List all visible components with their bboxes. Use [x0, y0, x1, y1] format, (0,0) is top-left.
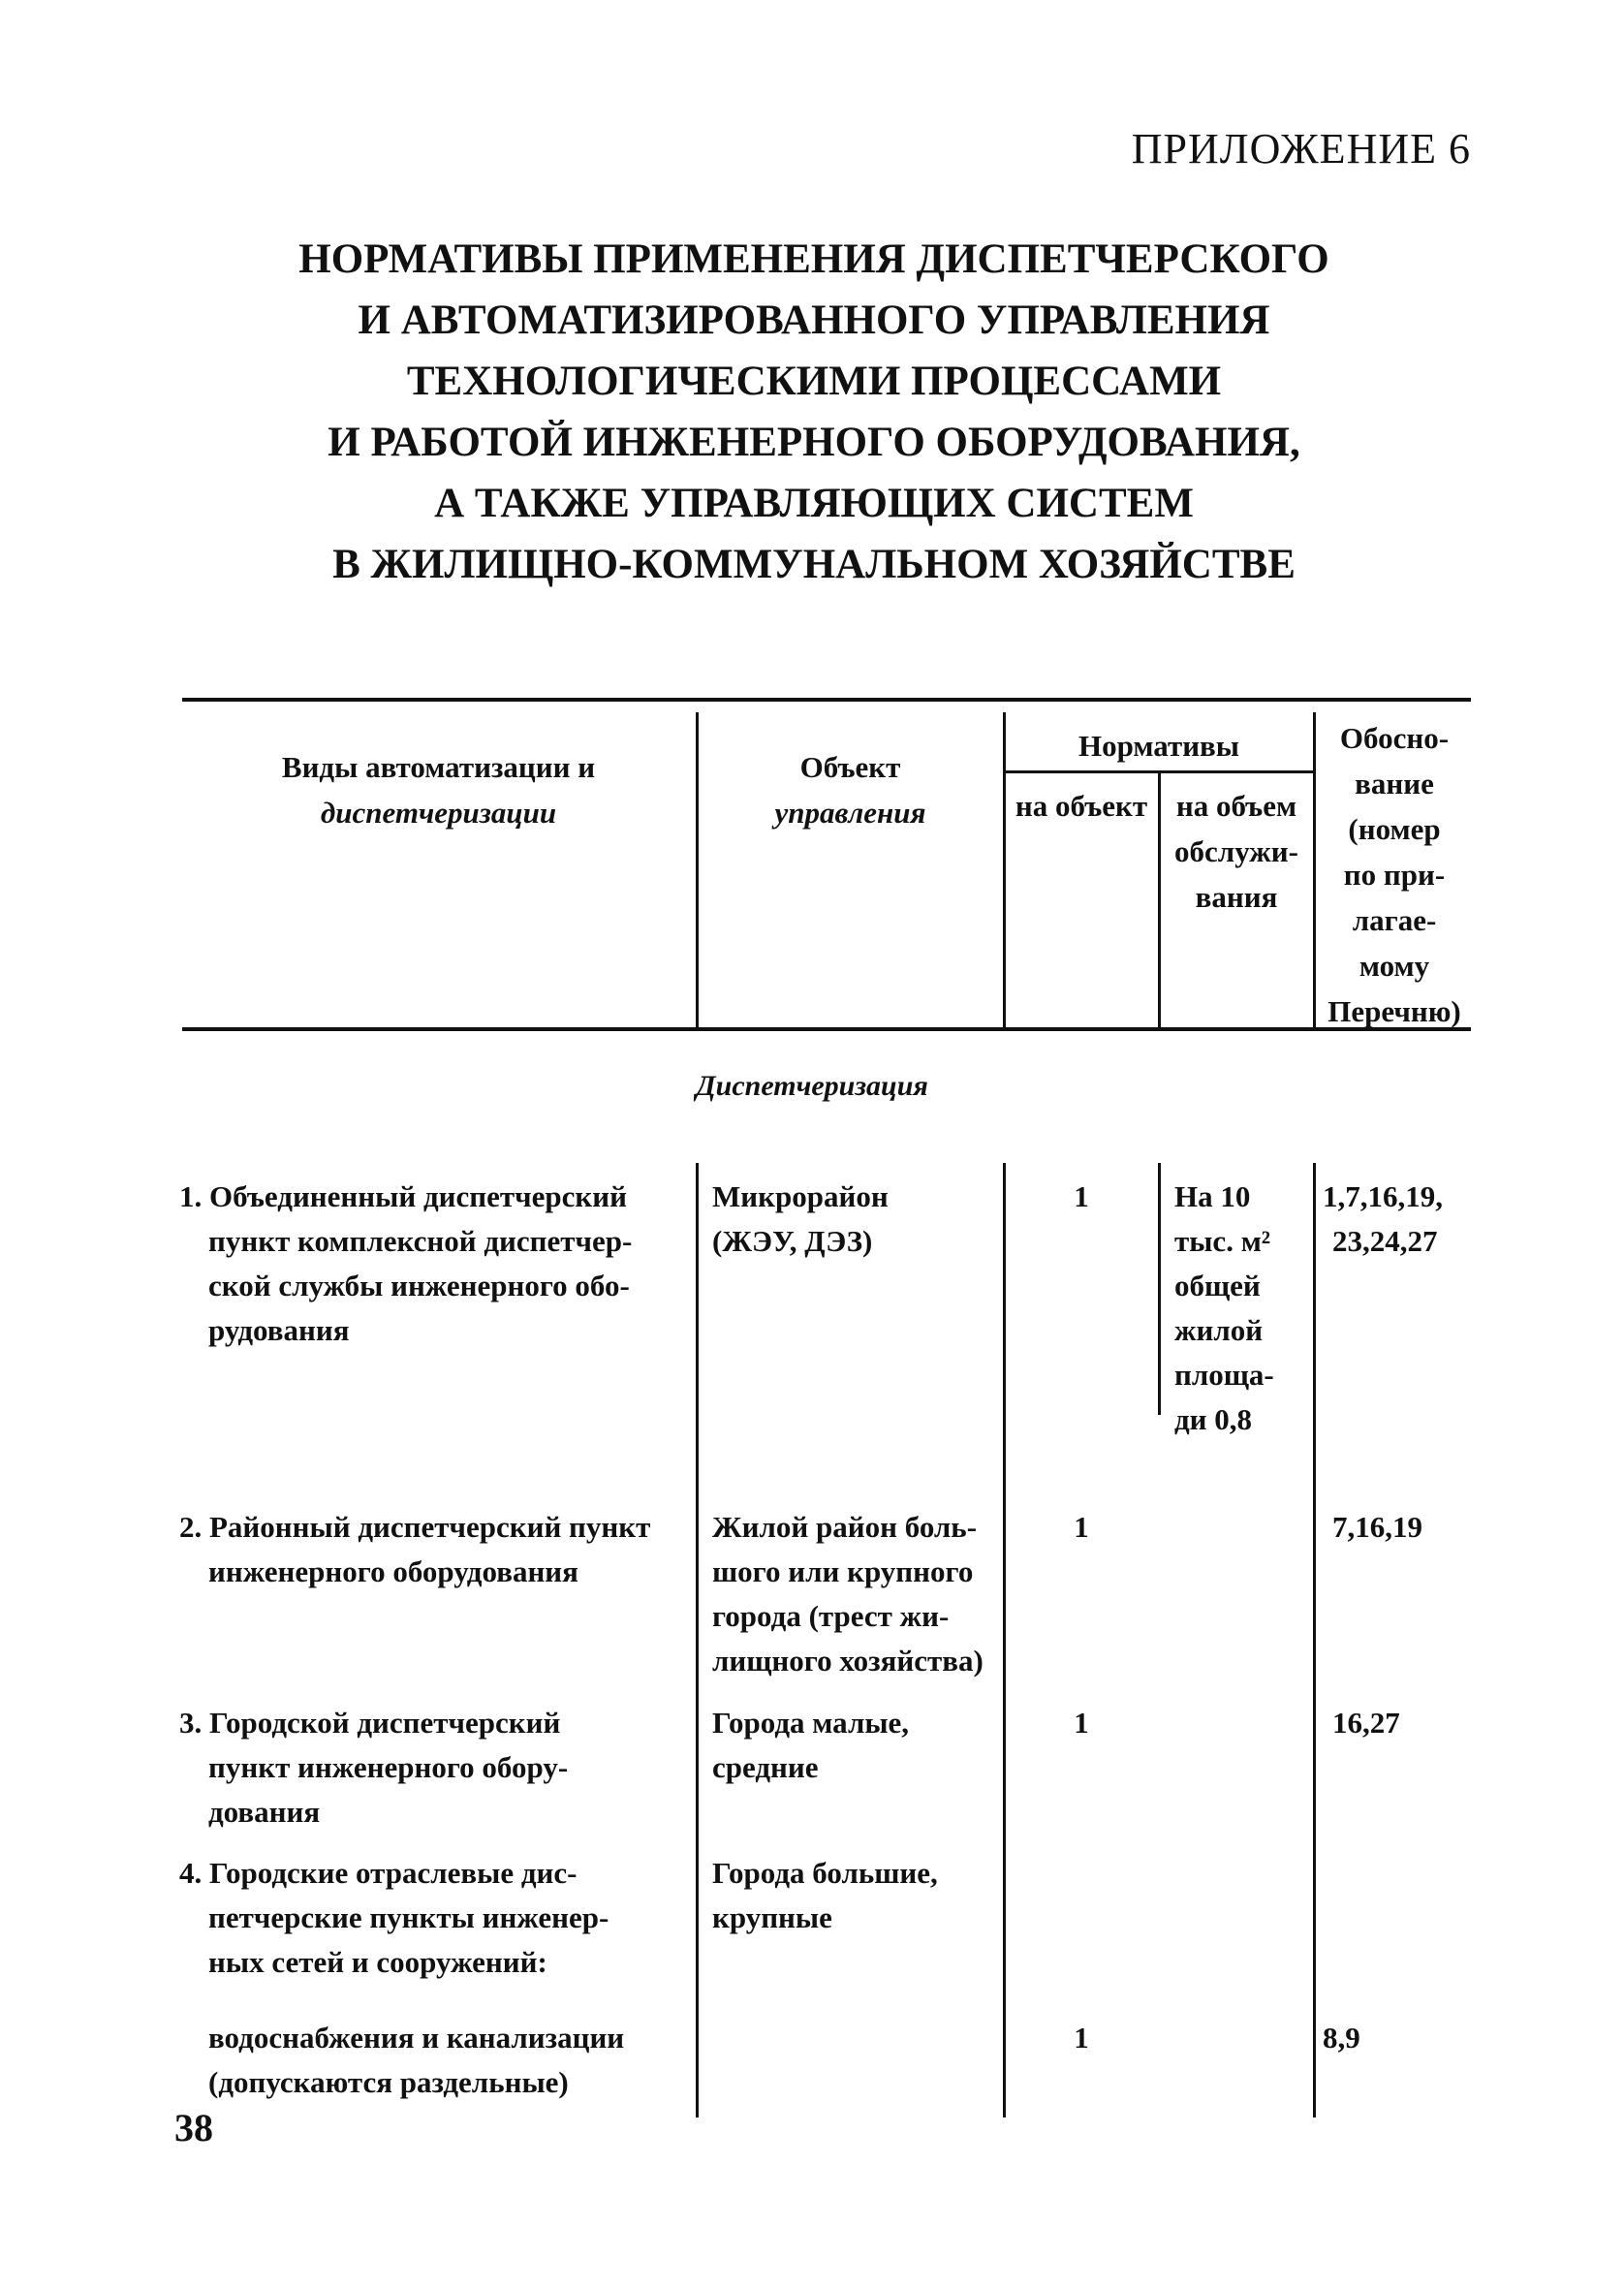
row-4-type: 4. Городские отраслевые дис- петчерские пункты инженер- ных сетей и сооружений:	[179, 1856, 609, 1979]
header-object: Объект управления	[774, 750, 926, 830]
row-3-object: Города малые, средние	[712, 1706, 910, 1784]
row-4a-basis: 8,9	[1323, 2021, 1360, 2055]
row-2-per-object: 1	[1074, 1510, 1089, 1544]
row-2-object: Жилой район боль- шого или крупного города (трест жи- лищного хозяйства)	[712, 1510, 984, 1678]
row-4-object: Города большие, крупные	[712, 1856, 938, 1934]
page-number: 38	[174, 2106, 213, 2149]
row-number: 3.	[179, 1706, 203, 1740]
header-norms: Нормативы	[1077, 729, 1240, 763]
row-1-object: Микрорайон (ЖЭУ, ДЭЗ)	[712, 1179, 889, 1258]
row-3-per-object: 1	[1074, 1706, 1089, 1740]
title-line: И РАБОТОЙ ИНЖЕНЕРНОГО ОБОРУДОВАНИЯ,	[328, 420, 1300, 465]
title-line: НОРМАТИВЫ ПРИМЕНЕНИЯ ДИСПЕТЧЕРСКОГО	[298, 236, 1329, 282]
header-per-volume: на объем обслужи- вания	[1174, 789, 1298, 914]
header-divider	[1313, 712, 1316, 1027]
table-top-rule	[182, 698, 1471, 702]
row-3-basis: 16,27	[1332, 1706, 1400, 1740]
title-line: А ТАКЖЕ УПРАВЛЯЮЩИХ СИСТЕМ	[434, 481, 1194, 526]
row-number: 1.	[179, 1179, 203, 1213]
body-divider	[696, 1163, 699, 2117]
header-per-object: на объект	[1015, 789, 1148, 823]
row-1-per-object: 1	[1074, 1179, 1089, 1213]
row-4a-per-object: 1	[1074, 2021, 1089, 2055]
header-divider	[1158, 773, 1161, 1027]
row-4a-type: водоснабжения и канализации (допускаются раздельные)	[208, 2021, 625, 2099]
row-2-basis: 7,16,19	[1332, 1510, 1422, 1544]
row-number: 4.	[179, 1856, 203, 1890]
body-divider	[1158, 1163, 1161, 1415]
title-line: ТЕХНОЛОГИЧЕСКИМИ ПРОЦЕССАМИ	[406, 359, 1222, 404]
document-title	[184, 229, 1444, 595]
body-divider	[1313, 1163, 1316, 2117]
header-divider	[696, 712, 699, 1027]
row-3-type: 3. Городской диспетчерский пункт инженерного обору- дования	[179, 1706, 569, 1829]
body-divider	[1003, 1163, 1006, 2117]
row-1-per-volume: На 10 тыс. м² общей жилой площа- ди 0,8	[1174, 1179, 1274, 1436]
section-title: Диспетчеризация	[696, 1070, 928, 1102]
title-line: И АВТОМАТИЗИРОВАННОГО УПРАВЛЕНИЯ	[358, 298, 1270, 343]
header-divider	[1003, 712, 1006, 1027]
header-type: Виды автоматизации и диспетчеризации	[281, 750, 596, 830]
title-line: В ЖИЛИЩНО-КОММУНАЛЬНОМ ХОЗЯЙСТВЕ	[332, 542, 1296, 587]
table-header-bottom-rule	[182, 1027, 1471, 1031]
row-2-type: 2. Районный диспетчерский пункт инженерного оборудования	[179, 1510, 651, 1588]
row-1-type: 1. Объединенный диспетчерский пункт комплексной диспетчер- ской службы инженерного обо- рудования	[179, 1179, 633, 1347]
row-number: 2.	[179, 1510, 203, 1544]
header-basis: Обосно- вание (номер по при- лагае- мому Перечню)	[1327, 721, 1461, 1028]
row-1-basis: 1,7,16,19, 23,24,27	[1323, 1179, 1443, 1258]
appendix-label: ПРИЛОЖЕНИЕ 6	[1131, 125, 1471, 173]
